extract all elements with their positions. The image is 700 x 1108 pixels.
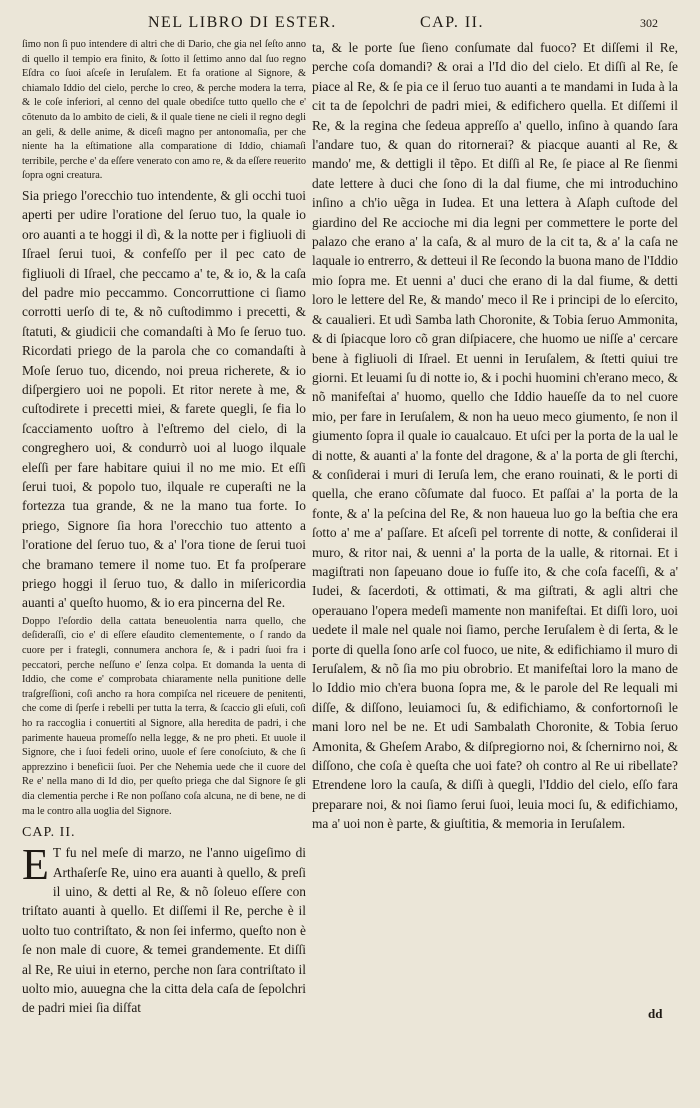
folio-number: 302 — [640, 16, 658, 30]
chapter-opening-body: T fu nel meſe di marzo, ne l'anno uigeſimo di Arthaſerſe Re, uino era auanti à quello, & preſi il uino, & detti al Re, & nõ ſoleuo eſſere con triſtato auanti à quello. Et diſſemi il Re, perche è il uolto tuo contriſtato, & non ſei infermo, queſto non è ſe non male di cuore, & temei grandemente. Et diſſi al Re, Re uiui in eterno, perche non ſara contriſtato il uolto mio, auuegna che la citta dela caſa de ſepolchri de padri miei ſia diſfat — [22, 845, 306, 1016]
chapter-opening-text — [22, 840, 306, 1018]
chapter-heading: CAP. II. — [22, 825, 76, 841]
commentary-gloss-top: ſimo non ſi puo intendere di altri che di Dario, che gia nel ſeſto anno di quello il tempio era finito, & ſotto il ſettimo anno dal ſuo regno Eſdra co ſuoi aſceſe in Ieruſalem. Et fa oratione al Signore, & chiamalo Iddio del cielo, perche lo creo, & perche modera la terra, & le coſe inferiori, al cenno del quale obediſce tutto quello che e' cõtenuto da lo ambito de cieli, & il quale tiene ne cieli il regno degli an geli, & delle anime, & diceſi magno per antonomaſia, per che niente ha la eſtimatione alla comparatione di Iddio, chiamaſi terribile, perche e' da eſſere venerato con amo re, & da eſſere reuerito ſopra ogni creatura. — [22, 39, 306, 182]
running-chapter: CAP. II. — [420, 14, 485, 31]
left-column — [22, 38, 306, 1058]
scripture-text-left: Sia priego l'orecchio tuo intendente, & gli occhi tuoi aperti per udire l'oratione del ſeruo tuo, la quale io oro auanti a te hoggi il dì, & la notte per i figliuoli di Iſrael ſerui tuoi, & confeſſo per il pec cato de figliuoli di Iſrael, che peccamo a' te, & io, & la caſa del padre mio peccammo. Concorruttione ci ſiamo corrotti uerſo di te, & nõ cuſtodimmo i precetti, & ſtatuti, & giudicii che comandaſti à Mo ſe ſeruo tuo. Ricordati priego de la parola che co comandaſti à Moſe ſeruo tuo, dicendo, noi preua richerete, & io diſpergiero uoi ne popoli. Et ritor nerete à me, & cuſtodirete i precetti miei, & farete quegli, ſe fia lo ſcacciamento uoſtro à l'eſtremo del cielo, di la congreghero uoi, & condurrò uoi al luogo ilquale eleſſi per fare habitare quiui il no me mio. Et eſſi ſerui tuoi, & popolo tuo, ilquale re cuperaſti ne la fortezza tua grande, & ne la mano tua forte. Io priego, Signore ſia hora l'orecchio tuo attento a l'oratione del ſeruo tuo, & a' l'ora tione de ſerui tuoi che bramano temere il nome tuo. Et fa proſperare priego hoggi il ſeruo tuo, & dallo in miſericordia auanti a' queſto huomo, & io era pincerna del Re. — [22, 187, 306, 611]
running-header — [0, 0, 700, 40]
catchword: dd — [648, 1006, 663, 1021]
drop-cap: E — [22, 840, 49, 890]
right-column — [312, 38, 678, 1058]
scripture-text-right: ta, & le porte ſue ſieno conſumate dal fuoco? Et diſſemi il Re, perche coſa domandi? & orai a l'Id dio del cielo. Et diſſi al Re, ſe piace al Re, & ſe pia ce il ſeruo tuo auanti a te mandami in Iuda à la cit ta de ſepolchri de padri miei, & edifichero quella. Et diſſemi il Re, & la regina che ſedeua appreſſo a' quello, inſino à quando ſara l'andare tuo, & quan do ritornerai? & piacque auanti al Re, & mando' me, & dettigli il tẽpo. Et diſſi al Re, ſe piace al Re ſienmi date lettere à duci che ſono di la dal fiume, che mi introduchino inſino a ch'io uẽga in Iudea. Et una lettera à Aſaph cuſtode del giardino del Re accioche mi dia legni per commettere le porte del palazo che erano a' la caſa, & al muro de la cit ta, & a' la caſa ne laquale io entrerro, & detteui il Re ſecondo la buona mano de l'Iddio mio ſopra me. Et uenni a' duci che erano di la dal fiume, & detti loro le lettere del Re, & mando' meco il Re i principi de lo eſercito, & caualieri. Et udì Samba lath Choronite, & Tobia ſeruo Ammonita, & di ſpiacque loro cõ gran diſpiacere, che huomo ue niſſe a' cercare bene à figliuoli di Iſrael. Et uenni in Ieruſalem, & ſtetti quiui tre giorni. Et leuami ſu di notte io, & i pochi huomini ch'erano meco, & nõ manifeſtai a' huomo, quello che Iddio haueſſe da to nel cuore mio, per fare in Ieruſalem, & non ha ueuo meco giumento, ſe non il giumento ſopra il quale io caualcauo. Et uſci per la porta de la ual le di notte, & auanti a' la fonte del dragone, & a' la porta de gli ſterchi, & conſiderai i muri di Ieruſa lem, che erano rouinati, & le porti di quella, che erano cõſumate dal fuoco. Et paſſai a' la porta de la fonte, & a' la peſcina del Re, & non haueua luo go la beſtia che era ſotto a' me a' paſſare. Et aſceſi pel torrente di notte, & conſiderai il muro, & ritor nai, & uenni a' la porta de la ualle, & ritornai. Et i magiſtrati non ſapeuano doue io fuſſe ito, & che coſa faceſſi, & a' Iudei, & ſacerdoti, & ottimati, & ma giſtrati, & agli altri che operauano l'opera medeſi mamente non manifeſtai. Et diſſi loro, uoi uedete il male nel quale noi ſiamo, perche Ieruſalem è di ſerta, & le porte di quella ſono arſe col fuoco, ue nite, & edifichiamo il muro di Ieruſalem, & nõ ſia mo piu obrobrio. Et manifeſtai loro la mano de lo Iddio mio ch'era buona ſopra me, & le parole del Re lequali mi diſſe, & diſſono, leuiamoci ſu, & edifichiamo, & confortornoſi le mani loro nel be ne. Et udi Sambalath Choronite, & Tobia ſeruo Amonita, & Gheſem Arabo, & diſpregiorno noi, & ſchernirno noi, & diſſono, che coſa è queſta che uoi fate? oh contro al Re ui ribellate? Etrendene loro la cauſa, & diſſi à quegli, l'Iddio del cielo, eſſo fara preparare noi, & noi ſiamo ſerui ſuoi, leuia moci ſu, & edifichiamo, ma a' uoi non è parte, & giuſtitia, & memoria in Ieruſalem. — [312, 40, 678, 832]
running-title: NEL LIBRO DI ESTER. — [148, 14, 337, 31]
commentary-gloss-middle: Doppo l'eſordio della cattata beneuolentia narra quello, che deſideraſſi, cio e' di eſſere eſaudito clementemente, o ſ rando da cuore per i frategli, connumera anchora ſe, & i padri ſuoi fra i peccatori, perche neſſuno e' ſenza colpa. Et domanda la uenta di Iddio, che come e' comprobata chiaramente nella punitione delle traſgreſſioni, coſi ancho ra hora compiſca nel riceuere de penitenti, che come di ſperſe i rebelli per tutta la terra, & ſcaccio gli eſuli, coſi ho ra raccoglia i conuertiti al Signore, alla heredita de padri, i che parimente haueua promeſſo nella legge, & ne pro pheti. Et uuole il Signore, che i ſuoi fedeli orino, uuole ef ſere conoſciuto, & che ſi apprezzino i beneficii ſuoi. Per che Nehemia uede che il cuore del Re e' nella mano di Id dio, per queſto priega che dal Signore ſe gli dia clementia perche i Re non poſſano coſa alcuna, ne di bene, ne di ma le contro alla uoglia del Signore. — [22, 615, 306, 817]
